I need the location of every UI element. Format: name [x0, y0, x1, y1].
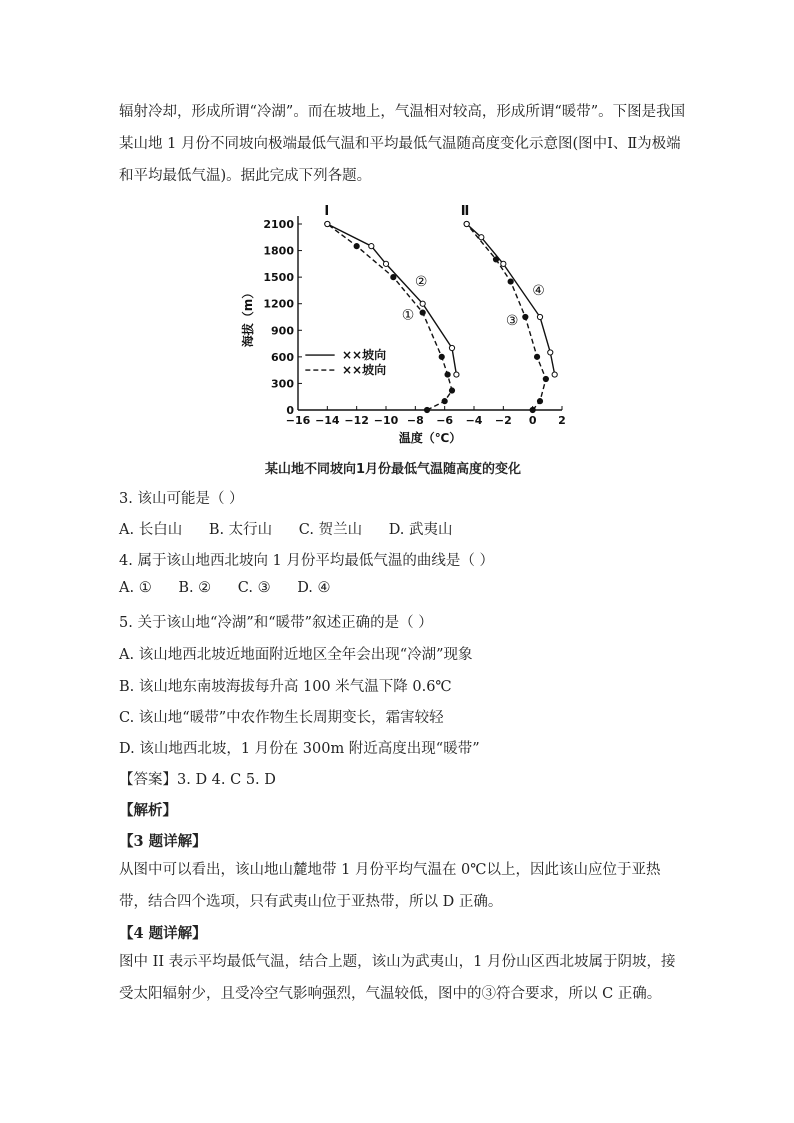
- data-point: [369, 244, 374, 249]
- q3-detail-heading: 【3 题详解】: [119, 833, 207, 850]
- question-5-stem: 5. 关于该山地“冷湖”和“暖带”叙述正确的是（ ）: [119, 615, 433, 631]
- option-3b: B. 太行山: [208, 522, 273, 538]
- data-point: [501, 261, 506, 266]
- question-3-stem: 3. 该山可能是（ ）: [119, 491, 244, 507]
- chart-caption: 某山地不同坡向1月份最低气温随高度的变化: [265, 462, 522, 477]
- option-4a: A. ①: [119, 580, 152, 596]
- option-5b: B. 该山地东南坡海拔每升高 100 米气温下降 0.6℃: [119, 679, 452, 695]
- option-3d: D. 武夷山: [388, 522, 453, 538]
- analysis-label: 【解析】: [119, 802, 177, 819]
- answer-line: 【答案】3. D 4. C 5. D: [119, 772, 276, 788]
- y-tick-label: 2100: [263, 218, 294, 231]
- data-point: [464, 221, 469, 226]
- altitude-temperature-chart: [240, 200, 580, 480]
- q3-detail-text: 从图中可以看出，该山地山麓地带 1 月份平均气温在 0℃以上，因此该山应位于亚热带，结合四个选项，只有武夷山位于亚热带，所以 D 正确。: [119, 862, 661, 910]
- data-point: [354, 244, 359, 249]
- data-point: [479, 235, 484, 240]
- series-line-1: [327, 224, 452, 410]
- x-tick-label: 2: [558, 414, 566, 427]
- y-tick-label: 0: [286, 404, 294, 417]
- data-point: [523, 314, 528, 319]
- data-point: [449, 345, 454, 350]
- x-tick-label: 0: [528, 414, 537, 427]
- data-point: [537, 399, 542, 404]
- series-label: ②: [414, 274, 428, 290]
- data-point: [439, 354, 444, 359]
- data-point: [391, 275, 396, 280]
- y-tick-label: 600: [271, 350, 294, 364]
- y-tick-label: 300: [271, 377, 294, 391]
- x-axis-label: 温度（℃）: [398, 431, 462, 445]
- data-point: [325, 221, 330, 226]
- data-point: [534, 354, 539, 359]
- x-tick-label: −14: [315, 414, 340, 427]
- x-tick-label: −8: [406, 414, 424, 427]
- x-tick-label: −6: [436, 414, 454, 427]
- group-label-ii: Ⅱ: [460, 204, 470, 220]
- x-tick-label: −2: [494, 414, 512, 427]
- data-point: [537, 314, 542, 319]
- data-point: [420, 301, 425, 306]
- series-label: ①: [401, 307, 415, 324]
- q4-detail-text: 图中 II 表示平均最低气温，结合上题，该山为武夷山，1 月份山区西北坡属于阴坡，接受太阳辐射少，且受冷空气影响强烈，气温较低，图中的③符合要求，所以 C 正确。: [119, 954, 676, 1002]
- option-5c: C. 该山地“暖带”中农作物生长周期变长，霜害较轻: [119, 710, 444, 726]
- chart-marks: [325, 221, 558, 412]
- intro-line-3: 和平均最低气温)。据此完成下列各题。: [119, 168, 372, 184]
- intro-line-1: 辐射冷却，形成所谓“冷湖”。而在坡地上，气温相对较高，形成所谓“暖带”。下图是我国: [119, 104, 686, 120]
- y-tick-label: 1500: [263, 271, 294, 285]
- group-label-i: Ⅰ: [324, 204, 330, 220]
- data-point: [543, 376, 548, 381]
- data-point: [449, 388, 454, 393]
- series-line-4: [467, 224, 555, 375]
- y-tick-label: 1200: [263, 297, 294, 311]
- x-tick-label: −12: [344, 414, 369, 427]
- data-point: [445, 372, 450, 377]
- data-point: [508, 279, 513, 284]
- y-tick-label: 900: [271, 324, 294, 338]
- x-tick-label: −16: [285, 414, 311, 427]
- data-point: [548, 350, 553, 355]
- option-3c: C. 贺兰山: [298, 522, 363, 538]
- y-tick-label: 1800: [263, 244, 294, 258]
- legend-label: ××坡向: [342, 363, 387, 378]
- series-label: ④: [532, 282, 545, 299]
- data-point: [420, 310, 425, 315]
- data-point: [530, 407, 535, 412]
- intro-line-2: 某山地 1 月份不同坡向极端最低气温和平均最低气温随高度变化示意图(图中Ⅰ、Ⅱ为极端: [119, 136, 681, 152]
- option-5a: A. 该山地西北坡近地面附近地区全年会出现“冷湖”现象: [119, 647, 473, 663]
- x-tick-label: −10: [373, 414, 399, 427]
- x-tick-label: −4: [465, 414, 483, 427]
- data-point: [442, 399, 447, 404]
- question-4-stem: 4. 属于该山地西北坡向 1 月份平均最低气温的曲线是（ ）: [119, 553, 494, 569]
- series-label: ③: [505, 312, 519, 329]
- data-point: [424, 407, 429, 412]
- q4-detail-heading: 【4 题详解】: [119, 925, 207, 942]
- legend-label: ××坡向: [342, 348, 387, 363]
- option-5d: D. 该山地西北坡，1 月份在 300m 附近高度出现“暖带”: [119, 741, 480, 757]
- y-axis-label: 海拔（m）: [241, 286, 255, 348]
- data-point: [383, 261, 388, 266]
- data-point: [454, 372, 459, 377]
- option-4c: C. ③: [237, 580, 271, 596]
- data-point: [552, 372, 557, 377]
- option-4b: B. ②: [178, 580, 212, 596]
- question-3-options: [119, 518, 475, 539]
- option-4d: D. ④: [297, 580, 331, 596]
- option-3a: A. 长白山: [119, 522, 183, 538]
- question-4-options: [119, 580, 353, 596]
